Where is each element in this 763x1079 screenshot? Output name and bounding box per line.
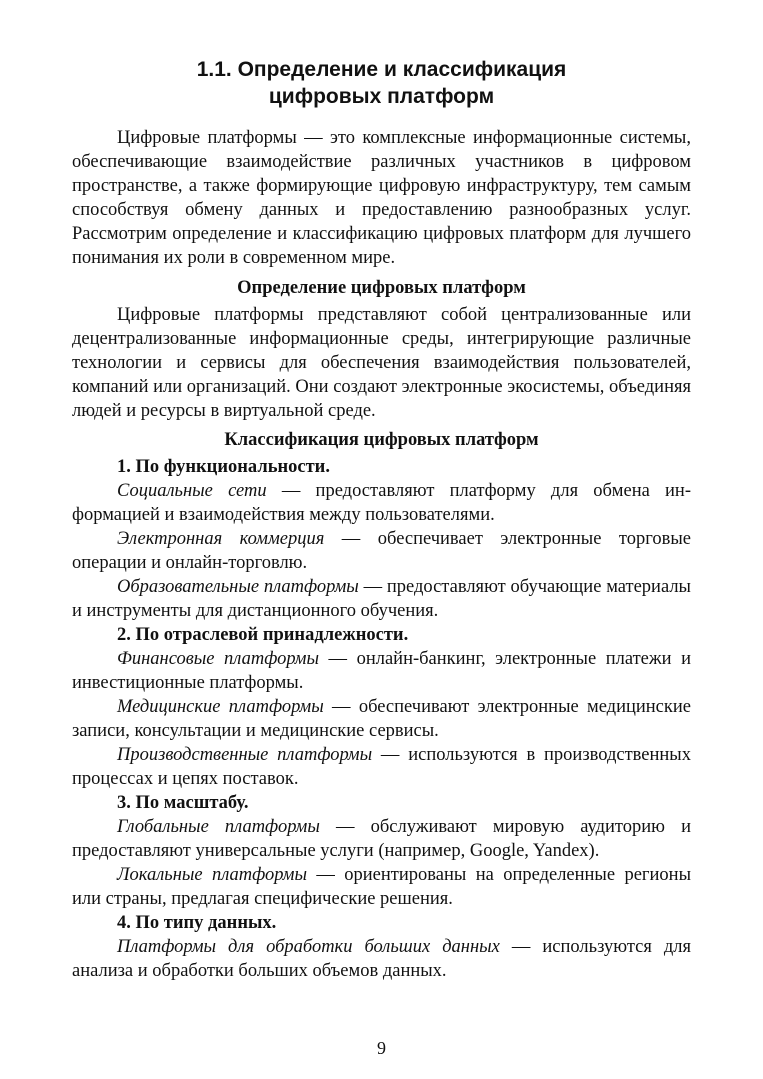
section-title-line-1: 1.1. Определение и классификация bbox=[196, 58, 567, 81]
section-title-line-2: цифровых платформ bbox=[268, 85, 495, 108]
item-term: Платформы для обработки больших данных bbox=[117, 937, 500, 957]
classification-item bbox=[72, 743, 691, 791]
item-term: Социальные сети bbox=[117, 481, 267, 501]
item-term: Глобальные платформы bbox=[117, 817, 320, 837]
section-title bbox=[72, 56, 691, 110]
category-heading: 4. По типу данных. bbox=[117, 913, 277, 933]
item-description: — онлайн-банкинг, электронные платежи и инвестиционные платформы. bbox=[72, 649, 691, 693]
item-description: — предоставляют платформу для обмена информацией и взаимодействия между пользователями. bbox=[72, 481, 691, 525]
classification-item bbox=[72, 695, 691, 743]
category-heading: 3. По масштабу. bbox=[117, 793, 249, 813]
definition-paragraph: Цифровые платформы представляют собой централизованные или децентрализованные информационные среды, интегрирующие различные технологии и сервисы для обеспечения взаимодействия пользователей, компаний или организаций. Они создают электронные экосистемы, объединяя людей и ресурсы в виртуальной среде. bbox=[72, 305, 691, 421]
classification-item bbox=[72, 527, 691, 575]
item-term: Финансовые платформы bbox=[117, 649, 320, 669]
item-description: — предоставляют обучающие материалы и инструменты для дистанционного обучения. bbox=[72, 577, 691, 621]
category-heading: 1. По функциональности. bbox=[117, 457, 330, 477]
intro-paragraph: Цифровые платформы — это комплексные информационные системы, обеспечивающие взаимодействие различных участников в цифровом пространстве, а также формирующие цифровую инфраструктуру, тем самым способствуя обмену данных и предоставлению разнообразных услуг. Рассмотрим определение и классификацию цифровых платформ для лучшего понимания их роли в современном мире. bbox=[72, 128, 691, 268]
item-description: — ориентированы на определенные регионы или страны, предлагая специфические решения. bbox=[72, 865, 691, 909]
classification-item bbox=[72, 575, 691, 623]
classification-item bbox=[72, 935, 691, 983]
classification-item bbox=[72, 479, 691, 527]
item-term: Локальные платформы bbox=[117, 865, 307, 885]
item-term: Электронная коммерция bbox=[117, 529, 325, 549]
item-term: Образовательные платформы bbox=[117, 577, 359, 597]
item-description: — обслуживают мировую аудиторию и предоставляют универсальные услуги (например, Google, Yandex). bbox=[72, 817, 691, 861]
classification-item bbox=[72, 863, 691, 911]
item-description: — обеспечивают электронные медицинские записи, консультации и медицинские сервисы. bbox=[72, 697, 691, 741]
item-description: — используются в производственных процессах и цепях поставок. bbox=[72, 745, 691, 789]
category-heading: 2. По отраслевой принадлежности. bbox=[117, 625, 409, 645]
document-body bbox=[72, 126, 691, 983]
page-number: 9 bbox=[377, 1038, 386, 1058]
classification-heading: Классификация цифровых платформ bbox=[224, 430, 539, 450]
definition-heading: Определение цифровых платформ bbox=[237, 278, 526, 298]
classification-item bbox=[72, 647, 691, 695]
item-term: Медицинские платформы bbox=[117, 697, 324, 717]
item-description: — используются для анализа и обработки больших объемов данных. bbox=[72, 937, 691, 981]
classification-item bbox=[72, 815, 691, 863]
item-term: Производственные платформы bbox=[117, 745, 373, 765]
item-description: — обеспечивает электронные торговые операции и онлайн-торговлю. bbox=[72, 529, 692, 573]
